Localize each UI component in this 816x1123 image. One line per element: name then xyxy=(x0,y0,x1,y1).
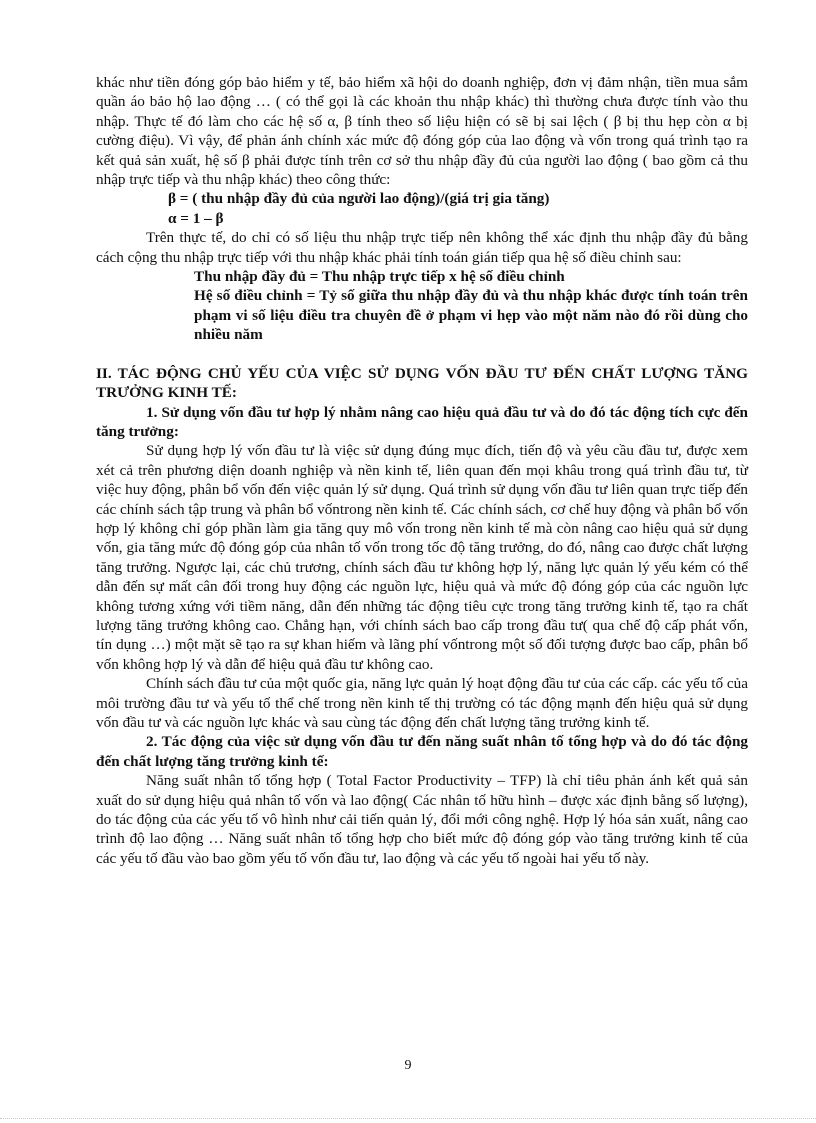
page-body xyxy=(96,73,748,868)
paragraph-income-continuation: khác như tiền đóng góp bảo hiểm y tế, bảo hiểm xã hội do doanh nghiệp, đơn vị đảm nhận, tiền mua sắm quần áo bảo hộ lao động … ( có thể gọi là các khoản thu nhập khác) thì thường chưa được tính vào thu nhập. Thực tế đó làm cho các hệ số α, β tính theo số liệu hiện có sẽ bị sai lệch ( β bị thu hẹp còn α bị cường điệu). Vì vậy, để phản ánh chính xác mức độ đóng góp của lao động và vốn trong quá trình tạo ra kết quả sản xuất, hệ số β phải được tính trên cơ sở thu nhập đầy đủ của người lao động ( bao gồm cả thu nhập trực tiếp và thu nhập khác) theo công thức: xyxy=(96,74,748,189)
formula-alpha: α = 1 – β xyxy=(168,209,224,227)
page-number: 9 xyxy=(404,1058,412,1073)
paragraph-investment-use: Sử dụng hợp lý vốn đầu tư là việc sử dụng đúng mục đích, tiến độ và yêu cầu đầu tư, được xem xét cả trên phương diện doanh nghiệp và nền kinh tế, liên quan đến mọi khâu trong quá trình đầu tư, từ việc huy động, phân bổ vốn đến việc quản lý sử dụng. Quá trình sử dụng vốn đầu tư liên quan trực tiếp đến các chính sách tập trung và phân bổ vốntrong nền kinh tế. Các chính sách, cơ chế huy động và phân bổ vốn hợp lý không chỉ góp phần làm gia tăng quy mô vốn trong nền kinh tế mà còn nâng cao hiệu quả sử dụng vốn, gia tăng mức độ đóng góp của nhân tố vốn trong tốc độ tăng trưởng, do đó, nâng cao được chất lượng tăng trưởng. Ngược lại, các chủ trương, chính sách đầu tư không hợp lý, năng lực quản lý yếu kém có thể dẫn đến sự mất cân đối trong huy động các nguồn lực, hiệu quả và mức độ đóng góp của các nguồn lực không tương xứng với tiềm năng, dẫn đến những tác động tiêu cực trong tăng trưởng kinh tế, tạo ra chất lượng tăng trưởng không cao. Chẳng hạn, với chính sách bao cấp trong đầu tư( qua chế độ cấp phát vốn, tín dụng …) một mặt sẽ tạo ra sự khan hiếm và lãng phí vốntrong một số đối tượng được bao cấp, phân bổ vốn không hợp lý và dẫn để hiệu quả đầu tư không cao. xyxy=(96,442,748,673)
subheading-1: 1. Sử dụng vốn đầu tư hợp lý nhằm nâng cao hiệu quả đầu tư và do đó tác động tích cực đến tăng trưởng: xyxy=(96,403,748,440)
page-bottom-edge xyxy=(0,1118,816,1119)
formula-adjustment-coefficient: Hệ số điều chỉnh = Tỷ số giữa thu nhập đầy đủ và thu nhập khác được tính toán trên phạm vi số liệu điều tra chuyên đề ở phạm vi hẹp vào một năm nào đó rồi dùng cho nhiều năm xyxy=(194,287,748,344)
formula-full-income: Thu nhập đầy đủ = Thu nhập trực tiếp x hệ số điều chỉnh xyxy=(194,268,565,286)
paragraph-tfp: Năng suất nhân tố tổng hợp ( Total Factor Productivity – TFP) là chỉ tiêu phản ánh kết quả sản xuất do sử dụng hiệu quả nhân tố vốn và lao động( Các nhân tố hữu hình – được xác định bằng số lượng), do tác động của các yếu tố vô hình như cải tiến quản lý, đổi mới công nghệ. Hợp lý hóa sản xuất, nâng cao trình độ lao động … Năng suất nhân tố tổng hợp cho biết mức độ đóng góp vào tăng trưởng kinh tế của các yếu tố đầu vào bao gồm yếu tố vốn đầu tư, lao động và các yếu tố ngoài hai yếu tố này. xyxy=(96,772,748,867)
paragraph-investment-policy: Chính sách đầu tư của một quốc gia, năng lực quản lý hoạt động đầu tư của các cấp. các yếu tố của môi trường đầu tư và yếu tố thể chế trong nền kinh tế thị trường có tác động mạnh đến hiệu quả sử dụng vốn đầu tư và các nguồn lực khác và sau cùng tác động đến chất lượng tăng trưởng kinh tế. xyxy=(96,675,748,731)
section-heading-ii: II. TÁC ĐỘNG CHỦ YẾU CỦA VIỆC SỬ DỤNG VỐN ĐẦU TƯ ĐẾN CHẤT LƯỢNG TĂNG TRƯỞNG KINH TẾ: xyxy=(96,364,748,402)
subheading-2: 2. Tác động của việc sử dụng vốn đầu tư đến năng suất nhân tố tổng hợp và do đó tác động đến chất lượng tăng trưởng kinh tế: xyxy=(96,733,748,770)
paragraph-adjustment-intro: Trên thực tế, do chỉ có số liệu thu nhập trực tiếp nên không thể xác định thu nhập đầy đủ bằng cách cộng thu nhập trực tiếp với thu nhập khác phải tính toán gián tiếp qua hệ số điều chỉnh sau: xyxy=(96,229,748,266)
formula-beta: β = ( thu nhập đầy đủ của người lao động)/(giá trị gia tăng) xyxy=(168,190,550,208)
